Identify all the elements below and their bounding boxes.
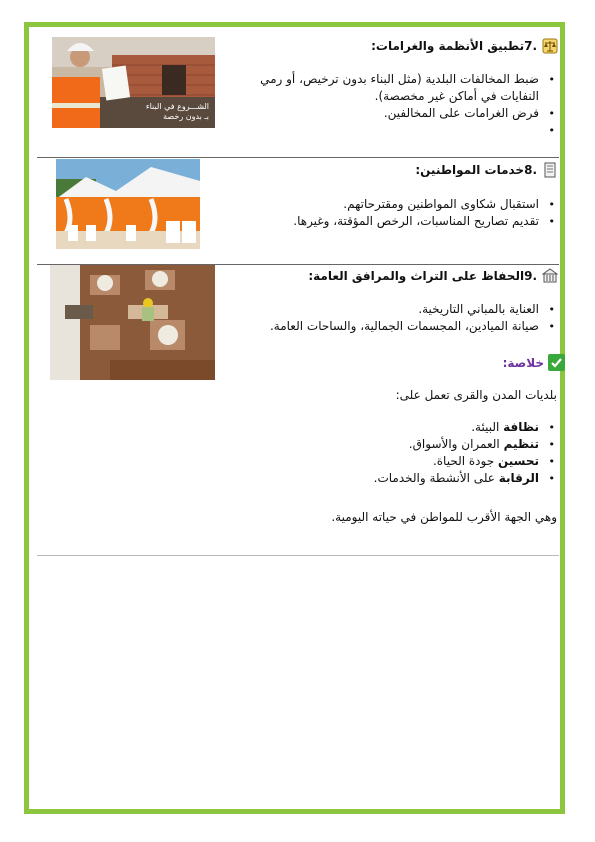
section-8-heading <box>415 162 558 178</box>
list-item <box>261 453 561 470</box>
section-7-heading <box>371 38 558 54</box>
check-mark-icon <box>548 354 565 371</box>
keyword: نظافة <box>503 420 539 434</box>
keyword: تنظيم <box>503 437 539 451</box>
section-7-title: .7تطبيق الأنظمة والغرامات: <box>371 39 537 53</box>
item-text: على الأنشطة والخدمات. <box>373 471 499 485</box>
section-7-list <box>251 71 561 139</box>
page-border <box>24 22 565 814</box>
summary-intro: بلديات المدن والقرى تعمل على: <box>395 388 557 402</box>
list-item: • فرض الغرامات على المخالفين. <box>251 105 561 122</box>
summary-heading <box>503 354 565 371</box>
section-9-heading <box>308 268 558 284</box>
summary-list <box>261 419 561 487</box>
section-8-list <box>251 196 561 230</box>
section-8-title: .8خدمات المواطنين: <box>415 163 537 177</box>
list-item <box>261 470 561 487</box>
section-9-title: .9الحفاظ على التراث والمرافق العامة: <box>308 269 537 283</box>
construction-worker-photo <box>52 37 215 128</box>
heritage-building-photo <box>50 265 215 380</box>
scales-icon <box>542 38 558 54</box>
list-item <box>251 122 561 139</box>
summary-title: خلاصة: <box>502 355 544 370</box>
list-item: • ضبط المخالفات البلدية (مثل البناء بدون ترخيص، أو رمي النفايات في أماكن غير مخصصة). <box>251 71 561 105</box>
keyword: تحسين <box>497 454 539 468</box>
scroll-icon <box>542 162 558 178</box>
item-text: جودة الحياة. <box>432 454 498 468</box>
photo-caption-line-1: الشـــروع في البناء <box>145 102 209 111</box>
section-9-list <box>251 301 561 335</box>
event-tent-photo <box>56 159 200 249</box>
summary-closing: وهي الجهة الأقرب للمواطن في حياته اليومية. <box>331 510 557 524</box>
list-item <box>261 419 561 436</box>
item-text: البيئة. <box>471 420 504 434</box>
list-item: • تقديم تصاريح المناسبات، الرخص المؤقتة، وغيرها. <box>251 213 561 230</box>
list-item: • صيانة الميادين، المجسمات الجمالية، والساحات العامة. <box>251 318 561 335</box>
divider <box>37 157 559 158</box>
classical-building-icon <box>542 268 558 284</box>
list-item: • استقبال شكاوى المواطنين ومقترحاتهم. <box>251 196 561 213</box>
photo-caption-line-2: بـ بدون رخصة <box>163 112 209 121</box>
list-item <box>261 436 561 453</box>
item-text: العمران والأسواق. <box>408 437 504 451</box>
divider <box>37 555 559 556</box>
list-item: • العناية بالمباني التاريخية. <box>251 301 561 318</box>
keyword: الرقابة <box>498 471 539 485</box>
